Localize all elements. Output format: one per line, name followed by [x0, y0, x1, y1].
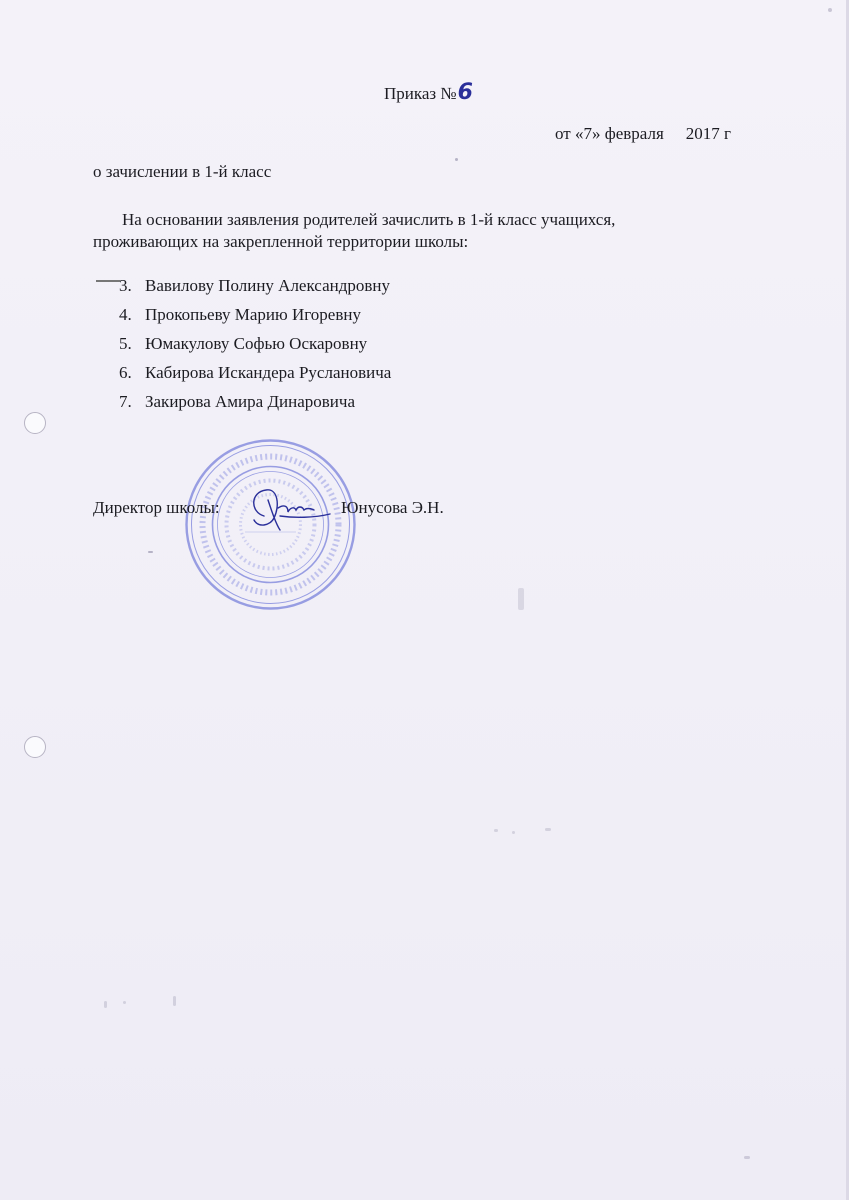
director-name: Юнусова Э.Н. [341, 498, 444, 517]
scan-speck [123, 1001, 126, 1004]
scan-speck [494, 829, 498, 832]
list-item-number: 5. [119, 334, 132, 353]
list-item-number: 6. [119, 363, 132, 382]
scan-speck [104, 1001, 107, 1008]
order-paragraph-line-1: На основании заявления родителей зачислить в 1-й класс учащихся, [122, 210, 616, 229]
list-item-number: 7. [119, 392, 132, 411]
list-item-name: Закирова Амира Динаровича [145, 392, 356, 411]
scan-speck [512, 831, 515, 834]
list-item-name: Вавилову Полину Александровну [145, 276, 390, 295]
list-item-name: Юмакулову Софью Оскаровну [145, 334, 368, 353]
list-item [119, 271, 391, 300]
list-item [119, 358, 391, 387]
order-paragraph-line-2: проживающих на закрепленной территории школы: [93, 232, 469, 251]
scan-speck [148, 551, 153, 553]
scan-speck [173, 996, 176, 1006]
director-signature [244, 478, 334, 538]
order-number: 6 [457, 80, 473, 105]
scan-speck [744, 1156, 750, 1159]
list-item-name: Прокопьеву Марию Игоревну [145, 305, 361, 324]
list-item [119, 329, 391, 358]
order-date-year: 2017 г [685, 124, 732, 143]
binder-hole [24, 736, 46, 758]
student-list [119, 271, 391, 416]
order-date-main: от «7» февраля [555, 124, 664, 143]
list-item-name: Кабирова Искандера Руслановича [145, 363, 392, 382]
list-item [119, 387, 391, 416]
binder-hole [24, 412, 46, 434]
order-title-label: Приказ № [384, 84, 457, 103]
scan-speck [545, 828, 551, 831]
scan-mark [96, 280, 120, 282]
list-item-number: 4. [119, 305, 132, 324]
order-subject: о зачислении в 1-й класс [93, 162, 272, 181]
scan-speck [828, 8, 832, 12]
list-item [119, 300, 391, 329]
order-title [384, 80, 473, 105]
director-label: Директор школы: [93, 498, 220, 517]
scan-speck [455, 158, 458, 161]
list-item-number: 3. [119, 276, 132, 295]
scan-speck [518, 588, 524, 610]
order-date [555, 124, 731, 144]
